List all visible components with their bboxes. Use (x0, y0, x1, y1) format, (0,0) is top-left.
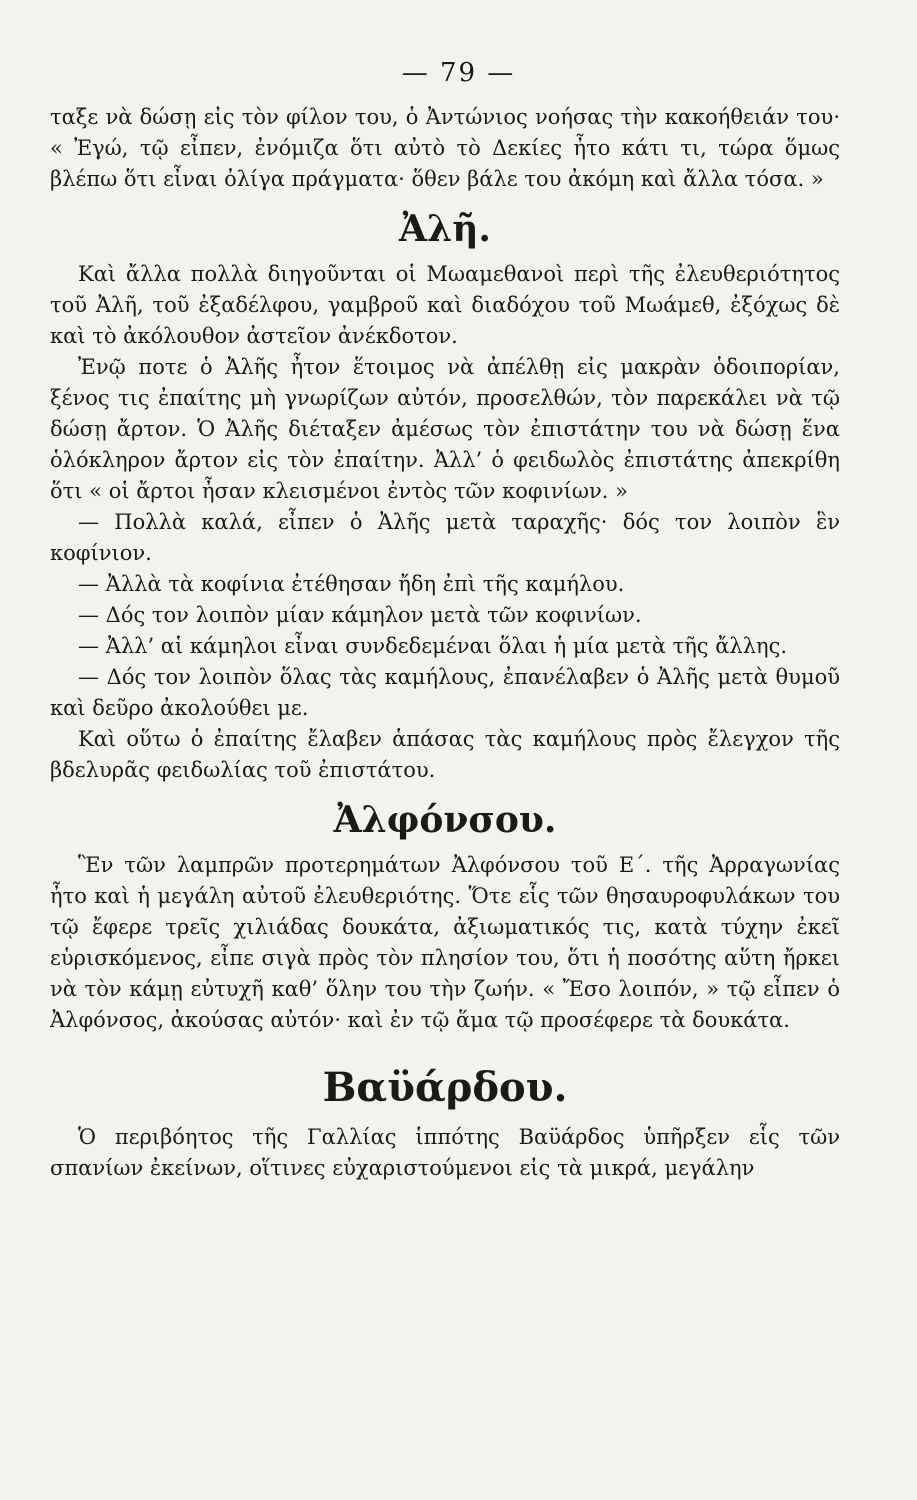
paragraph: ταξε νὰ δώσῃ εἰς τὸν φίλον του, ὁ Ἀντώνιος νοήσας τὴν κακοήθειάν του· « Ἐγώ, τῷ εἶπεν, ἐνόμιζα ὅτι αὐτὸ τὸ Δεκίες ἦτο κάτι τι, τώρα ὅμως βλέπω ὅτι εἶναι ὀλίγα πράγματα· ὅθεν βάλε του ἀκόμη καὶ ἄλλα τόσα. » (50, 105, 840, 191)
paragraph: Καὶ ἄλλα πολλὰ διηγοῦνται οἱ Μωαμεθανοὶ περὶ τῆς ἐλευθεριότητος τοῦ Ἀλῆ, τοῦ ἐξαδέλφου, γαμβροῦ καὶ διαδόχου τοῦ Μωάμεθ, ἐξόχως δὲ καὶ τὸ ἀκόλουθον ἀστεῖον ἀνέκδοτον. (50, 262, 840, 348)
section-heading: Ἀλῆ. (399, 208, 491, 250)
paragraph: — Δός τον λοιπὸν μίαν κάμηλον μετὰ τῶν κοφινίων. (78, 603, 642, 627)
paragraph: — Ἀλλὰ τὰ κοφίνια ἐτέθησαν ἤδη ἐπὶ τῆς καμήλου. (78, 572, 625, 596)
paragraph: Καὶ οὕτω ὁ ἐπαίτης ἔλαβεν ἁπάσας τὰς καμήλους πρὸς ἔλεγχον τῆς βδελυρᾶς φειδωλίας τοῦ ἐπιστάτου. (50, 727, 840, 782)
page-body (50, 102, 840, 1184)
section-heading: Βαϋάρδου. (322, 1064, 568, 1111)
paragraph: — Δός τον λοιπὸν ὅλας τὰς καμήλους, ἐπανέλαβεν ὁ Ἀλῆς μετὰ θυμοῦ καὶ δεῦρο ἀκολούθει με. (50, 665, 840, 720)
page-number: — 79 — (401, 58, 516, 88)
paragraph: — Ἀλλ’ αἱ κάμηλοι εἶναι συνδεδεμέναι ὅλαι ἡ μία μετὰ τῆς ἄλλης. (78, 634, 788, 658)
section-heading: Ἀλφόνσου. (333, 799, 557, 841)
paragraph: — Πολλὰ καλά, εἶπεν ὁ Ἀλῆς μετὰ ταραχῆς· δός τον λοιπὸν ἓν κοφίνιον. (50, 510, 840, 565)
paragraph: Ὁ περιβόητος τῆς Γαλλίας ἱππότης Βαϋάρδος ὑπῆρξεν εἷς τῶν σπανίων ἐκείνων, οἵτινες εὐχαριστούμενοι εἰς τὰ μικρά, μεγάλην (50, 1125, 840, 1180)
paragraph: Ἓν τῶν λαμπρῶν προτερημάτων Ἀλφόνσου τοῦ Ε΄. τῆς Ἀρραγωνίας ἦτο καὶ ἡ μεγάλη αὐτοῦ ἐλευθεριότης. Ὅτε εἷς τῶν θησαυροφυλάκων του τῷ ἔφερε τρεῖς χιλιάδας δουκάτα, ἀξιωματικός τις, κατὰ τύχην ἐκεῖ εὑρισκόμενος, εἶπε σιγὰ πρὸς τὸν πλησίον του, ὅτι ἡ ποσότης αὕτη ἤρκει νὰ τὸν κάμῃ εὐτυχῆ καθ’ ὅλην του τὴν ζωήν. « Ἔσο λοιπόν, » τῷ εἶπεν ὁ Ἀλφόνσος, ἀκούσας αὐτόν· καὶ ἐν τῷ ἅμα τῷ προσέφερε τὰ δουκάτα. (50, 853, 840, 1032)
paragraph: Ἐνῷ ποτε ὁ Ἀλῆς ἦτον ἕτοιμος νὰ ἀπέλθῃ εἰς μακρὰν ὁδοιπορίαν, ξένος τις ἐπαίτης μὴ γνωρίζων αὐτόν, προσελθών, τὸν παρεκάλει νὰ τῷ δώσῃ ἄρτον. Ὁ Ἀλῆς διέταξεν ἀμέσως τὸν ἐπιστάτην του νὰ δώσῃ ἕνα ὁλόκληρον ἄρτον εἰς τὸν ἐπαίτην. Ἀλλ’ ὁ φειδωλὸς ἐπιστάτης ἀπεκρίθη ὅτι « οἱ ἄρτοι ἦσαν κλεισμένοι ἐντὸς τῶν κοφινίων. » (50, 355, 840, 503)
